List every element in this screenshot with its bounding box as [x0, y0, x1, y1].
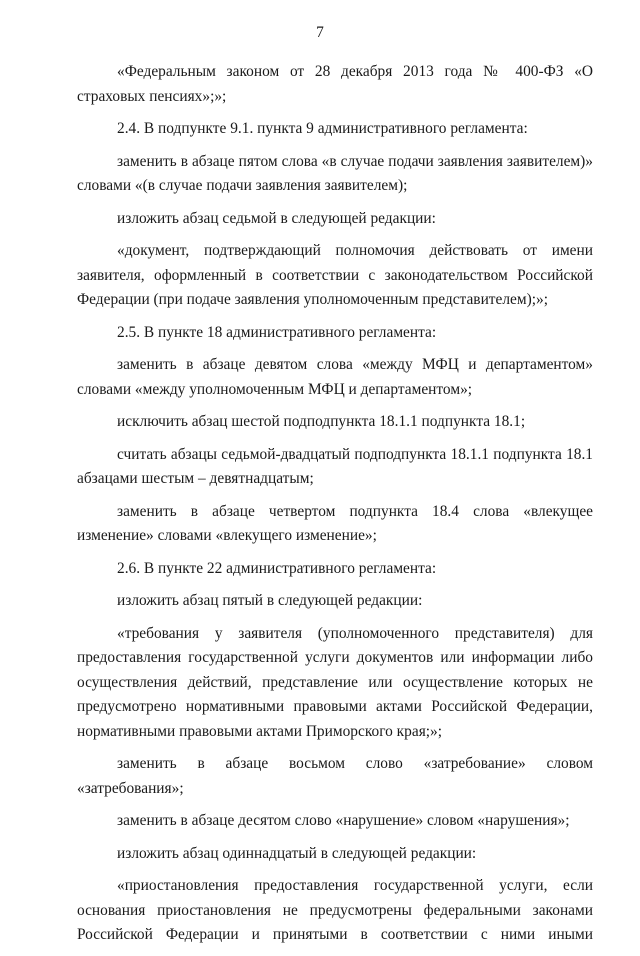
- paragraph: считать абзацы седьмой-двадцатый подподпункта 18.1.1 подпункта 18.1 абзацами шестым – девятнадцатым;: [77, 445, 593, 487]
- paragraph: изложить абзац седьмой в следующей редакции:: [117, 209, 436, 227]
- paragraph: исключить абзац шестой подподпункта 18.1.1 подпункта 18.1;: [117, 413, 526, 430]
- paragraph: изложить абзац одиннадцатый в следующей редакции:: [117, 844, 477, 862]
- paragraph: заменить в абзаце пятом слова «в случае подачи заявления заявителем)» словами «(в случае подачи заявления заявителем);: [77, 152, 593, 194]
- paragraph: 2.5. В пункте 18 административного регламента:: [117, 323, 437, 341]
- paragraph: заменить в абзаце восьмом слово «затребование» словом «затребования»;: [77, 755, 593, 797]
- paragraph: «документ, подтверждающий полномочия действовать от имени заявителя, оформленный в соответствии с законодательством Российской Федерации (при подаче заявления уполномоченным представителем);»;: [77, 242, 593, 308]
- paragraph: 2.6. В пункте 22 административного регламента:: [117, 559, 437, 577]
- page-number: 7: [316, 24, 324, 41]
- paragraph: 2.4. В подпункте 9.1. пункта 9 административного регламента:: [117, 120, 528, 137]
- paragraph: изложить абзац пятый в следующей редакции:: [117, 592, 423, 609]
- paragraph: заменить в абзаце десятом слово «нарушение» словом «нарушения»;: [117, 812, 570, 829]
- paragraph: «требования у заявителя (уполномоченного представителя) для предоставления государственной услуги документов или информации либо осуществления действий, представление или осуществление которых не предусмотрено нормативными правовыми актами Российской Федерации, нормативными правовыми актами Приморского края;»;: [77, 624, 593, 740]
- paragraph: «Федеральным законом от 28 декабря 2013 года № 400-ФЗ «О страховых пенсиях»;»;: [77, 63, 593, 105]
- paragraph: заменить в абзаце девятом слова «между МФЦ и департаментом» словами «между уполномоченным МФЦ и департаментом»;: [77, 356, 593, 398]
- paragraph: «приостановления предоставления государственной услуги, если основания приостановления не предусмотрены федеральными законами Российской Федерации и принятыми в соответствии с ними иными: [77, 877, 593, 943]
- paragraph: заменить в абзаце четвертом подпункта 18.4 слова «влекущее изменение» словами «влекущего изменение»;: [77, 502, 593, 544]
- document-body: [77, 60, 593, 956]
